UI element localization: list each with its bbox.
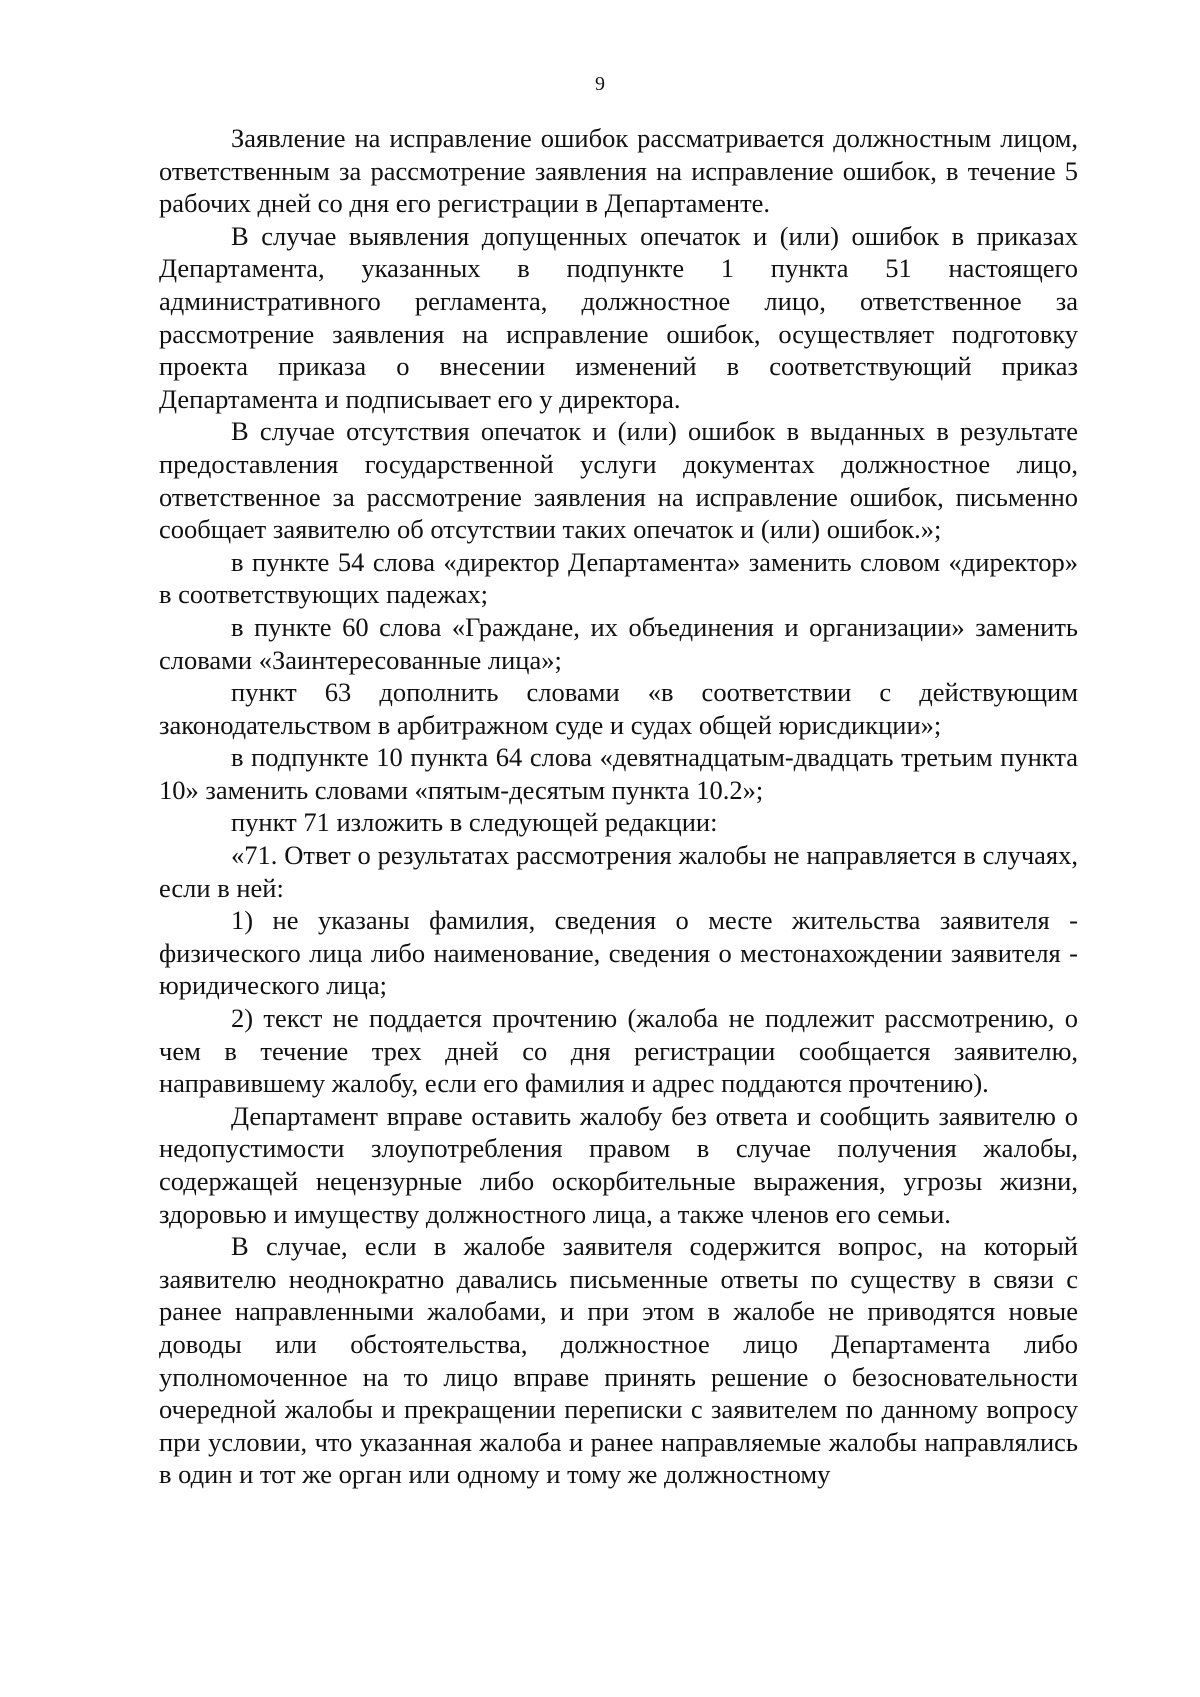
paragraph: Заявление на исправление ошибок рассматривается должностным лицом, ответственным за рассмотрение заявления на исправление ошибок, в течение 5 рабочих дней со дня его регистрации в Департаменте. xyxy=(159,123,1078,219)
paragraph: в подпункте 10 пункта 64 слова «девятнадцатым-двадцать третьим пункта 10» заменить словами «пятым-десятым пункта 10.2»; xyxy=(159,742,1078,805)
page-number: 9 xyxy=(595,73,605,95)
paragraph: в пункте 54 слова «директор Департамента» заменить словом «директор» в соответствующих падежах; xyxy=(159,546,1078,610)
paragraph: пункт 63 дополнить словами «в соответствии с действующим законодательством в арбитражном суде и судах общей юрисдикции»; xyxy=(159,677,1078,740)
paragraph: пункт 71 изложить в следующей редакции: xyxy=(231,807,718,838)
paragraph: Департамент вправе оставить жалобу без ответа и сообщить заявителю о недопустимости злоупотребления правом в случае получения жалобы, содержащей нецензурные либо оскорбительные выражения, угрозы жизни, здоровью и имуществу должностного лица, а также членов его семьи. xyxy=(159,1100,1078,1229)
paragraph: 1) не указаны фамилия, сведения о месте жительства заявителя - физического лица либо наименование, сведения о местонахождении заявителя - юридического лица; xyxy=(159,905,1078,1001)
paragraph: В случае выявления допущенных опечаток и (или) ошибок в приказах Департамента, указанных в подпункте 1 пункта 51 настоящего административного регламента, должностное лицо, ответственное за рассмотрение заявления на исправление ошибок, осуществляет подготовку проекта приказа о внесении изменений в соответствующий приказ Департамента и подписывает его у директора. xyxy=(159,220,1078,414)
paragraph: в пункте 60 слова «Граждане, их объединения и организации» заменить словами «Заинтересованные лица»; xyxy=(159,611,1078,675)
paragraph: «71. Ответ о результатах рассмотрения жалобы не направляется в случаях, если в ней: xyxy=(159,840,1078,903)
paragraph: В случае, если в жалобе заявителя содержится вопрос, на который заявителю неоднократно давались письменные ответы по существу в связи с ранее направленными жалобами, и при этом в жалобе не приводятся новые доводы или обстоятельства, должностное лицо Департамента либо уполномоченное на то лицо вправе принять решение о безосновательности очередной жалобы и прекращении переписки с заявителем по данному вопросу при условии, что указанная жалоба и ранее направляемые жалобы направлялись в один и тот же орган или одному и тому же должностному xyxy=(159,1231,1078,1490)
document-body xyxy=(159,122,1078,1491)
paragraph: В случае отсутствия опечаток и (или) ошибок в выданных в результате предоставления государственной услуги документах должностное лицо, ответственное за рассмотрение заявления на исправление ошибок, письменно сообщает заявителю об отсутствии таких опечаток и (или) ошибок.»; xyxy=(159,416,1078,545)
paragraph: 2) текст не поддается прочтению (жалоба не подлежит рассмотрению, о чем в течение трех дней со дня регистрации сообщается заявителю, направившему жалобу, если его фамилия и адрес поддаются прочтению). xyxy=(159,1003,1078,1099)
